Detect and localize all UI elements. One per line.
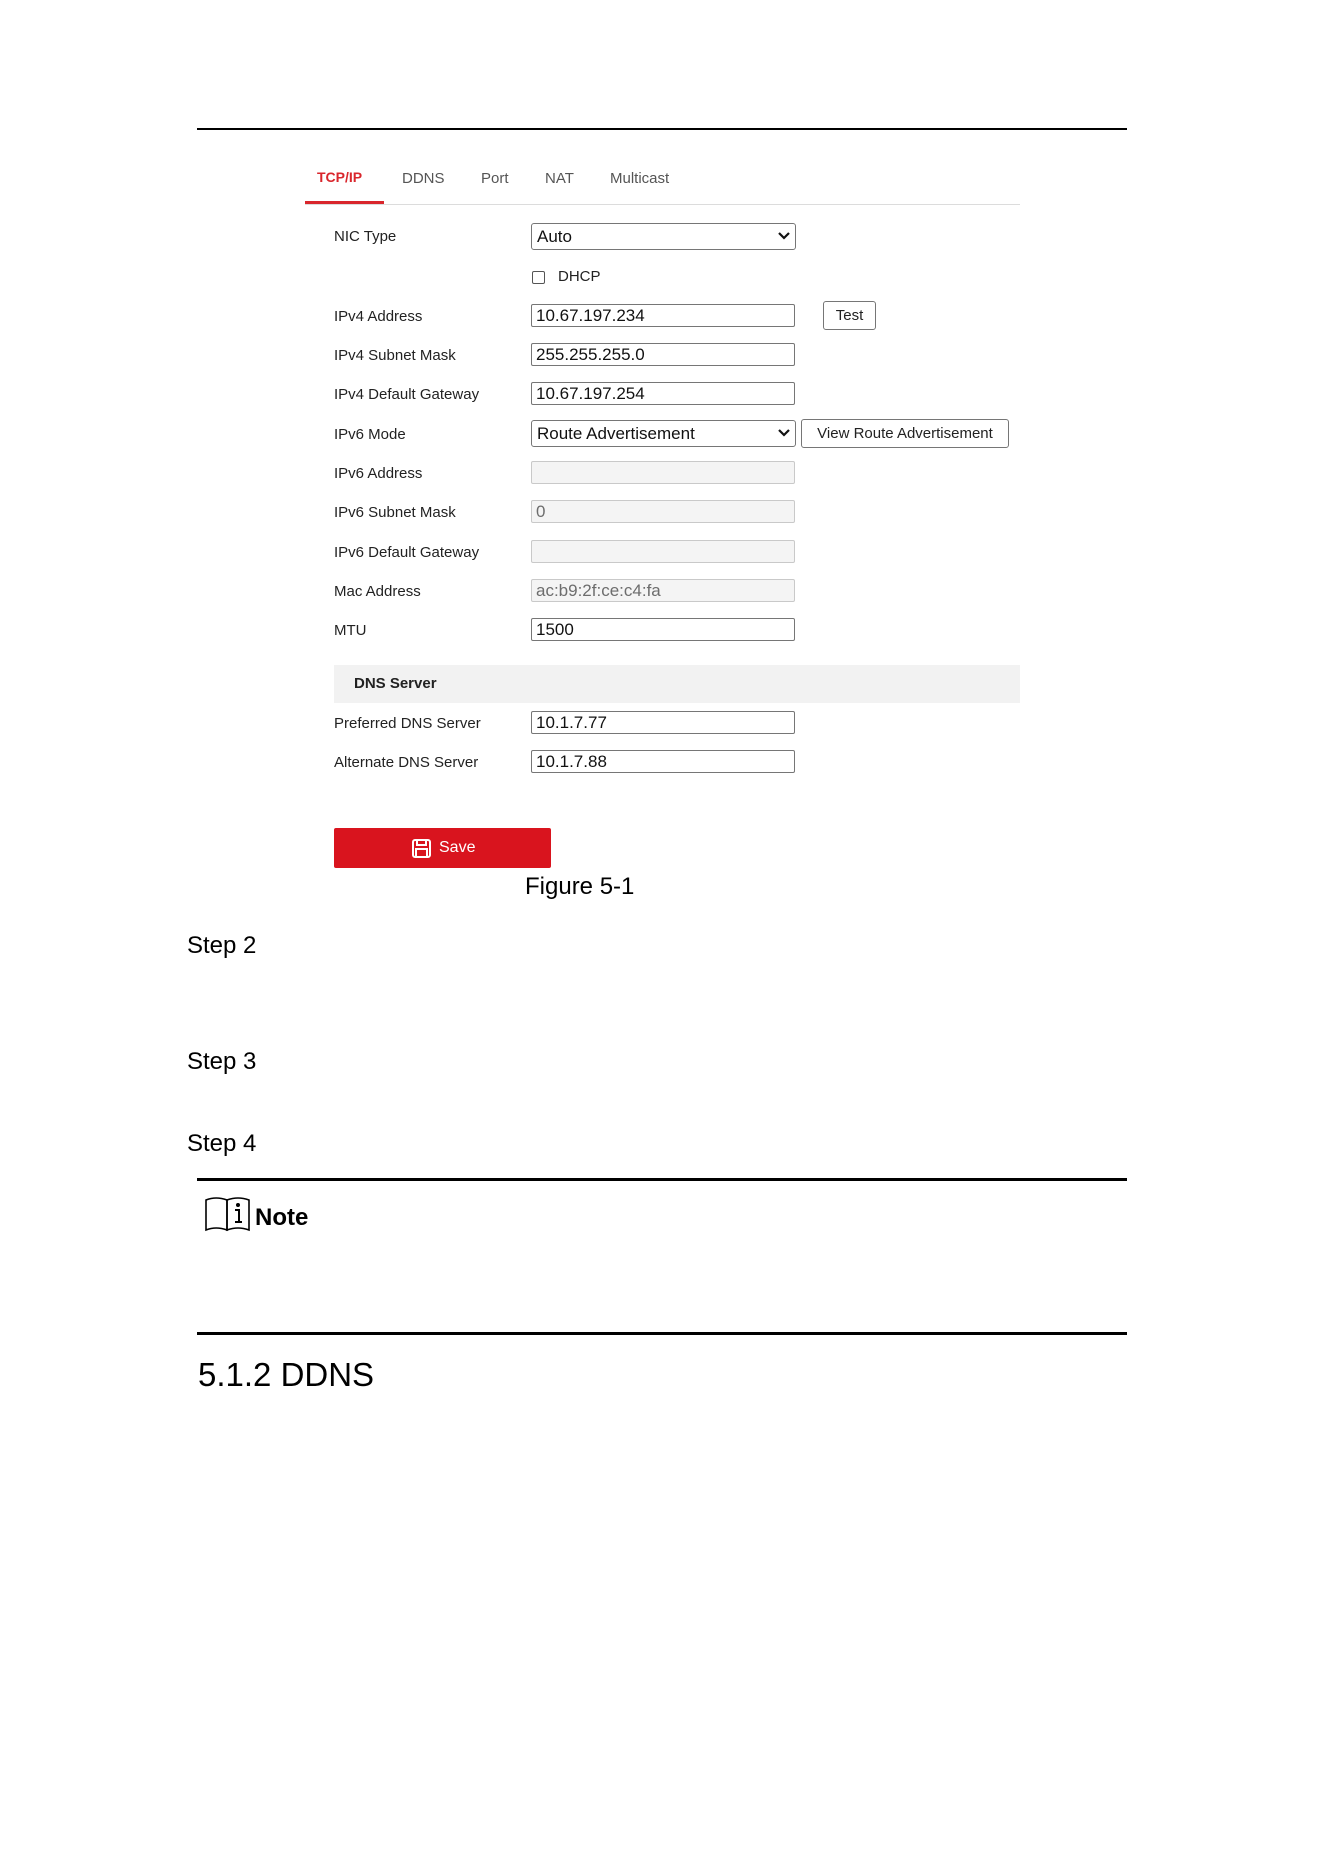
mac-address-label: Mac Address xyxy=(334,583,421,600)
tab-nat[interactable]: NAT xyxy=(545,170,574,187)
tab-multicast[interactable]: Multicast xyxy=(610,170,670,187)
ipv4-address-label: IPv4 Address xyxy=(334,308,423,325)
mtu-label: MTU xyxy=(334,622,367,639)
preferred-dns-input[interactable] xyxy=(531,711,795,734)
top-rule xyxy=(197,128,1127,130)
ipv6-address-label: IPv6 Address xyxy=(334,465,423,482)
ipv4-address-input[interactable] xyxy=(531,304,795,327)
dhcp-label: DHCP xyxy=(558,268,601,285)
ipv4-subnet-mask-label: IPv4 Subnet Mask xyxy=(334,347,456,364)
step-2-label: Step 2 xyxy=(187,932,257,959)
ipv6-mode-select[interactable] xyxy=(531,420,796,447)
dhcp-checkbox[interactable] xyxy=(532,271,545,284)
save-button[interactable] xyxy=(334,828,551,868)
ipv6-mode-label: IPv6 Mode xyxy=(334,426,406,443)
tab-port[interactable]: Port xyxy=(481,170,509,187)
step-4-label: Step 4 xyxy=(187,1130,257,1157)
view-route-advertisement-button[interactable]: View Route Advertisement xyxy=(801,419,1009,448)
nic-type-label: NIC Type xyxy=(334,228,397,245)
ipv6-default-gateway-label: IPv6 Default Gateway xyxy=(334,544,480,561)
preferred-dns-label: Preferred DNS Server xyxy=(334,715,481,732)
ipv4-default-gateway-input[interactable] xyxy=(531,382,795,405)
nic-type-select[interactable] xyxy=(531,223,796,250)
note-top-rule xyxy=(197,1178,1127,1181)
ipv6-subnet-mask-label: IPv6 Subnet Mask xyxy=(334,504,456,521)
ipv4-subnet-mask-input[interactable] xyxy=(531,343,795,366)
note-bottom-rule xyxy=(197,1332,1127,1335)
floppy-disk-icon xyxy=(412,839,431,858)
mac-address-input xyxy=(531,579,795,602)
dns-server-section-header xyxy=(334,665,1020,703)
tab-ddns[interactable]: DDNS xyxy=(402,170,445,187)
mtu-input[interactable] xyxy=(531,618,795,641)
section-heading: 5.1.2 DDNS xyxy=(198,1356,375,1393)
chevron-down-icon xyxy=(778,428,790,438)
chevron-down-icon xyxy=(778,231,790,241)
info-book-icon xyxy=(203,1195,253,1233)
ipv6-default-gateway-input xyxy=(531,540,795,563)
ipv6-address-input xyxy=(531,461,795,484)
test-button[interactable]: Test xyxy=(823,301,876,330)
ipv4-default-gateway-label: IPv4 Default Gateway xyxy=(334,386,480,403)
active-tab-indicator xyxy=(305,201,384,204)
tab-tcpip[interactable]: TCP/IP xyxy=(317,169,363,185)
nic-type-value: Auto xyxy=(537,227,572,246)
dns-server-section-title: DNS Server xyxy=(354,675,437,692)
alternate-dns-input[interactable] xyxy=(531,750,795,773)
save-button-label: Save xyxy=(439,839,476,856)
figure-caption: Figure 5-1 xyxy=(525,873,635,900)
tab-bar xyxy=(305,158,1020,205)
ipv6-subnet-mask-input xyxy=(531,500,795,523)
note-label: Note xyxy=(255,1204,309,1231)
alternate-dns-label: Alternate DNS Server xyxy=(334,754,479,771)
ipv6-mode-value: Route Advertisement xyxy=(537,424,695,443)
step-3-label: Step 3 xyxy=(187,1048,257,1075)
